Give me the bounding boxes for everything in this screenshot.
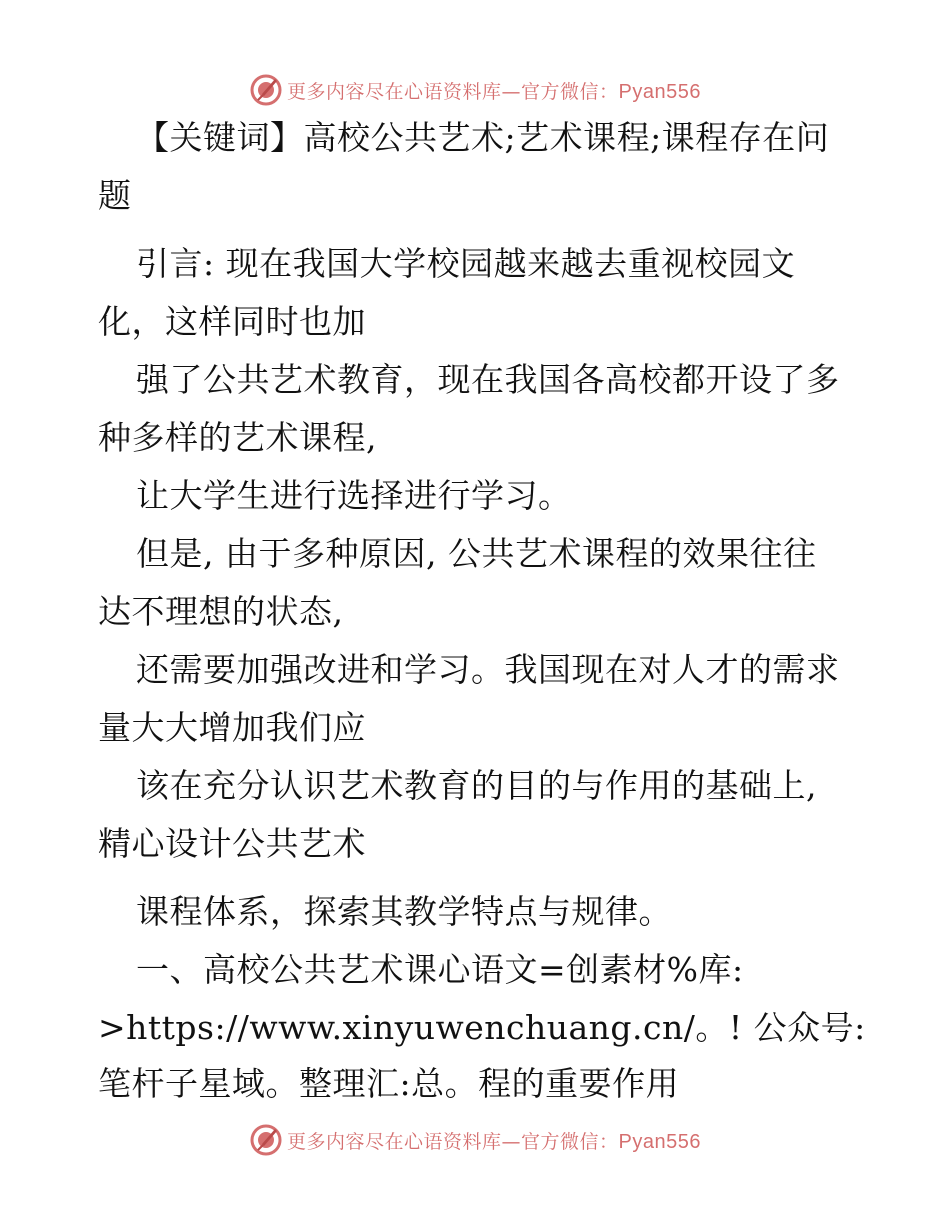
text-line: 但是, 由于多种原因, 公共艺术课程的效果往往 (136, 534, 817, 573)
quill-logo-icon (249, 1123, 283, 1157)
footer-banner (0, 1118, 950, 1162)
url-line: >https://www.xinyuwenchuang.cn/。! 公众号: (98, 1008, 866, 1047)
footer-banner-text: 更多内容尽在心语资料库—官方微信： (287, 1130, 619, 1153)
text-line: 量大大增加我们应 (98, 708, 366, 747)
section-heading-line: 一、高校公共艺术课心语文=创素材%库: (136, 950, 744, 989)
text-line: 达不理想的状态, (98, 592, 344, 631)
text-line: 课程体系，探索其教学特点与规律。 (136, 892, 672, 931)
header-banner-wechat-id: Pyan556 (618, 80, 701, 103)
header-banner (0, 68, 950, 112)
text-line: 化，这样同时也加 (98, 302, 366, 341)
quill-logo-icon (249, 73, 283, 107)
header-banner-text: 更多内容尽在心语资料库—官方微信： (287, 80, 619, 103)
text-line: 该在充分认识艺术教育的目的与作用的基础上, (136, 766, 817, 805)
text-line: 引言: 现在我国大学校园越来越去重视校园文 (136, 244, 796, 283)
text-line: 题 (98, 176, 132, 215)
footer-banner-wechat-id: Pyan556 (618, 1130, 701, 1153)
text-line: 笔杆子星域。整理汇:总。程的重要作用 (98, 1064, 680, 1103)
text-line: 让大学生进行选择进行学习。 (136, 476, 572, 515)
text-line: 精心设计公共艺术 (98, 824, 366, 863)
text-line: 强了公共艺术教育，现在我国各高校都开设了多 (136, 360, 840, 399)
keywords-line: 【关键词】高校公共艺术;艺术课程;课程存在问 (136, 118, 830, 157)
text-line: 种多样的艺术课程, (98, 418, 377, 457)
text-line: 还需要加强改进和学习。我国现在对人才的需求 (136, 650, 840, 689)
